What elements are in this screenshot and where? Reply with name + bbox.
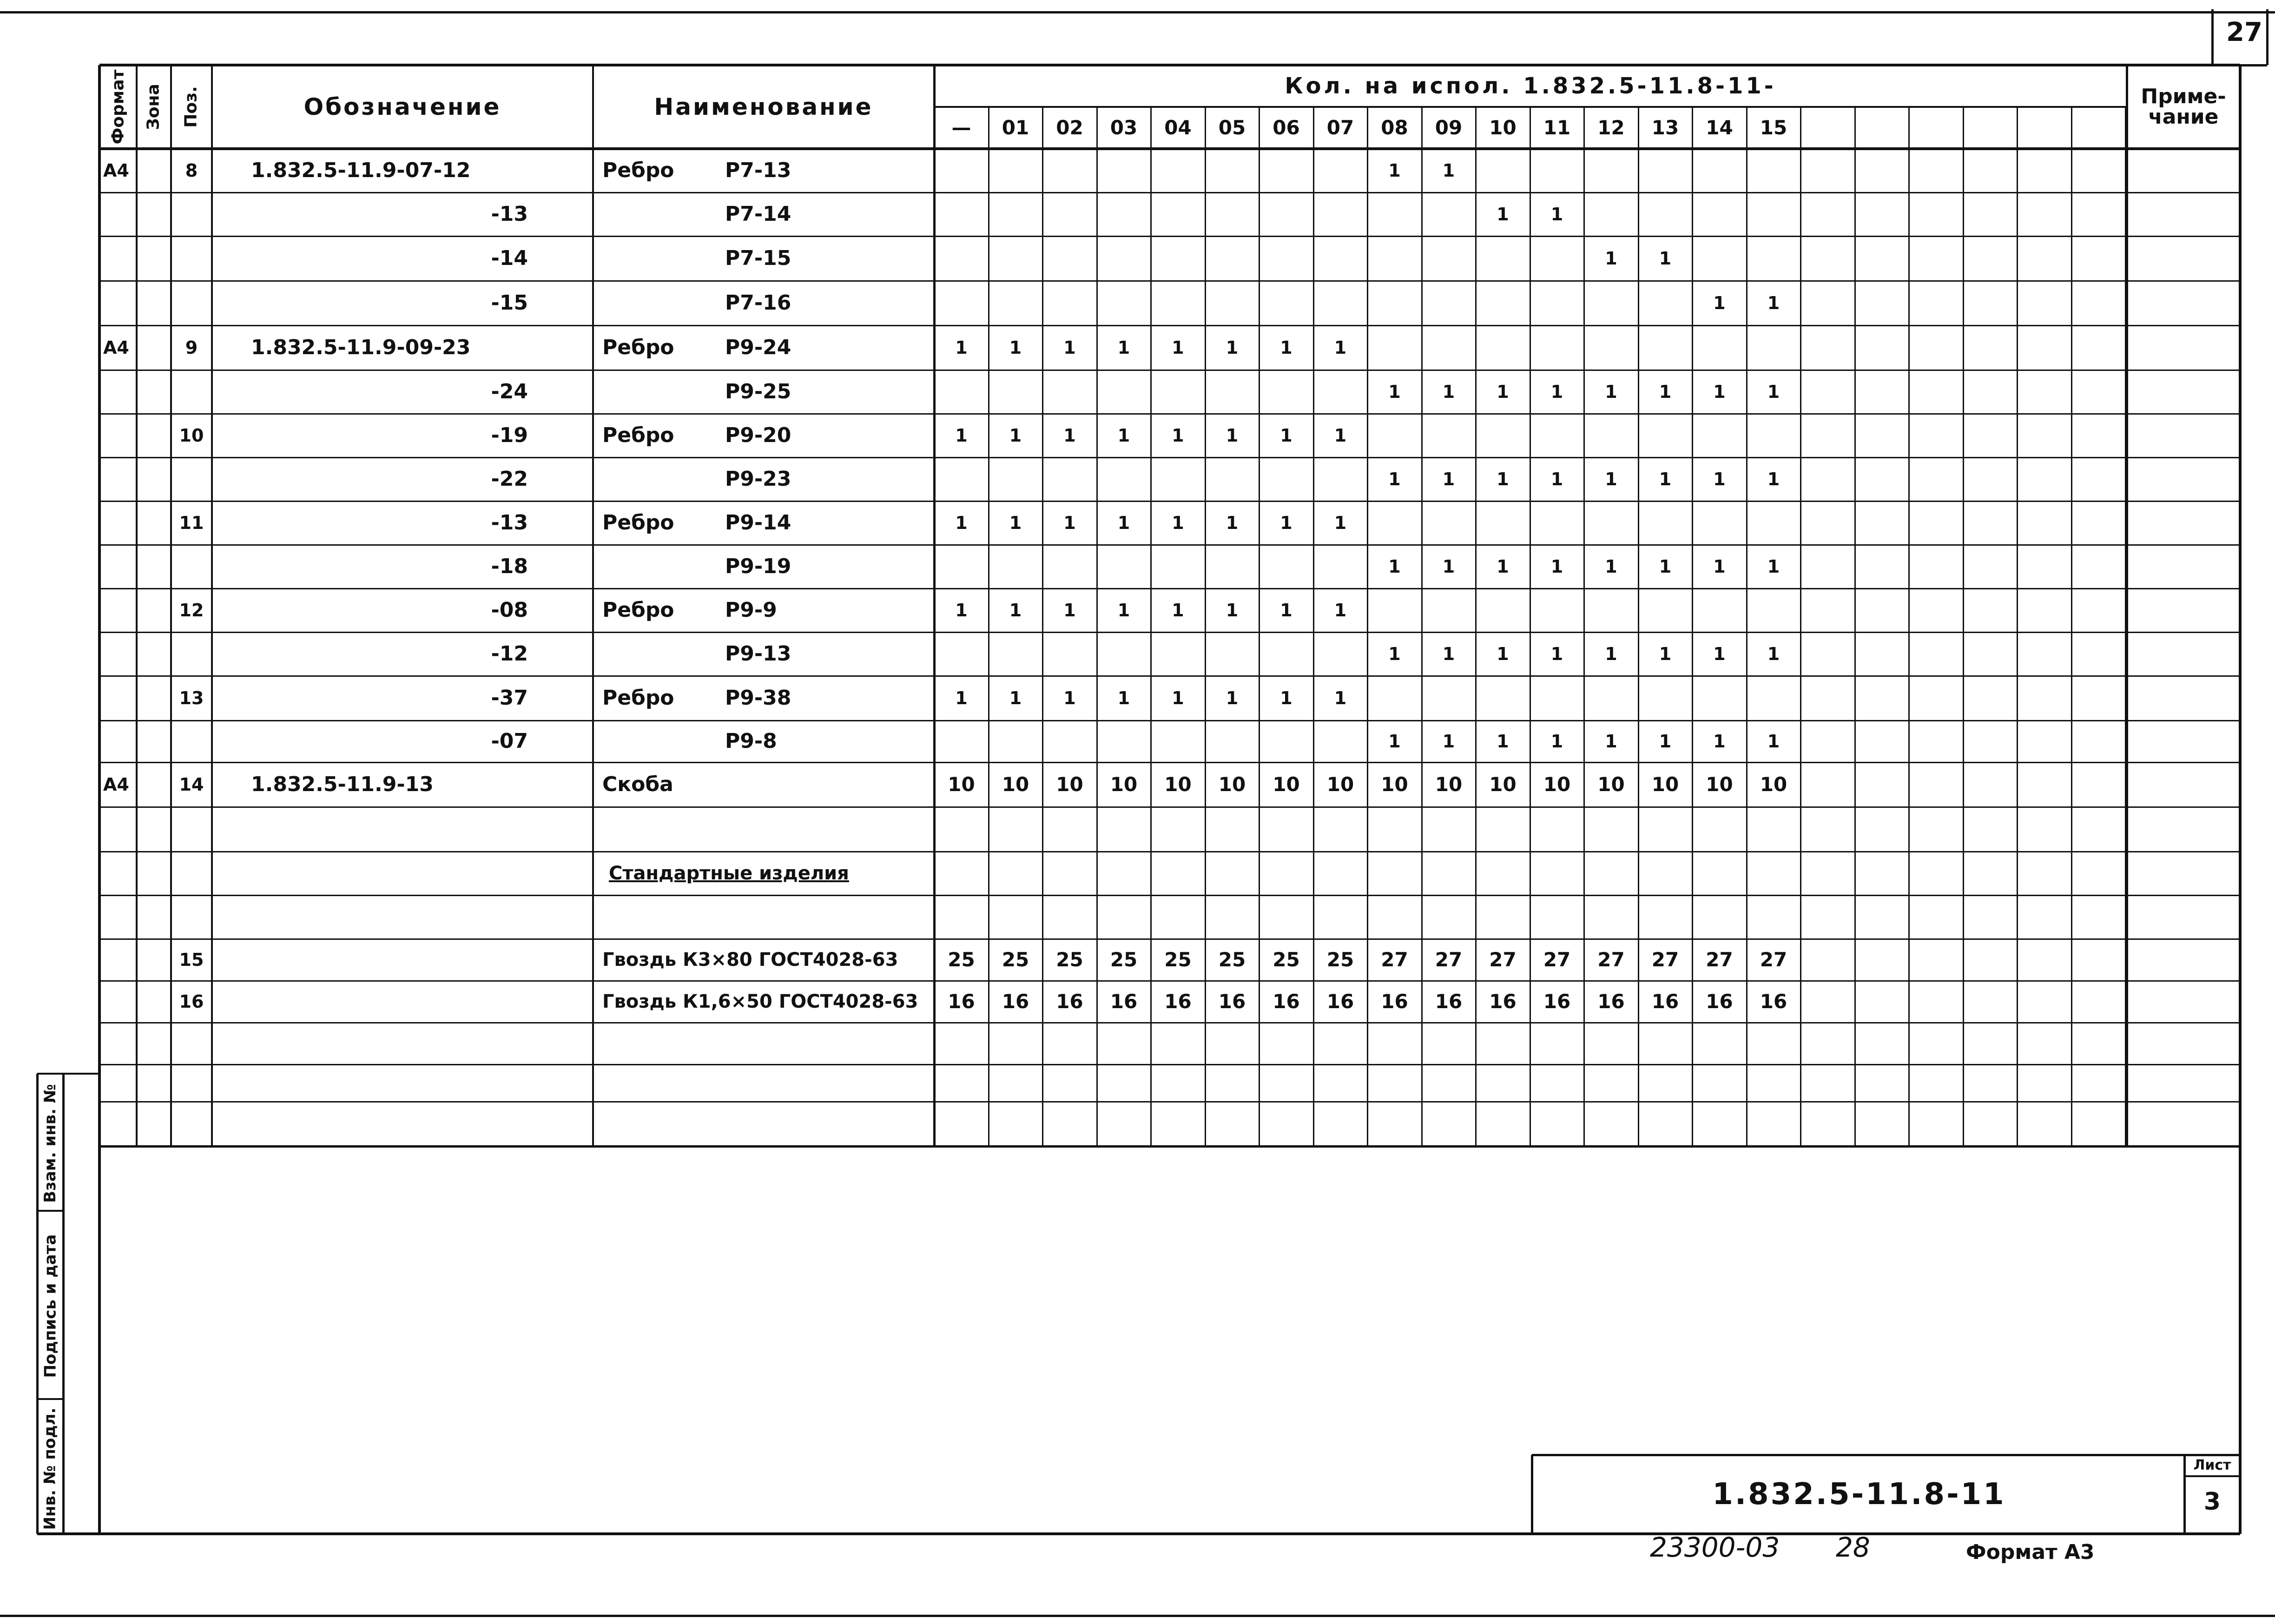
header-name: Наименование <box>654 93 873 120</box>
header-pos: Поз. <box>182 86 201 128</box>
qty-column-rule <box>1908 107 1910 1146</box>
cell-qty: 25 <box>1273 948 1300 971</box>
cell-qty: 1 <box>1172 688 1184 708</box>
cell-qty: 16 <box>1543 990 1571 1013</box>
variant-header: 07 <box>1326 116 1354 139</box>
cell-qty: 1 <box>1388 469 1401 489</box>
cell-qty: 16 <box>1597 990 1625 1013</box>
cell-code: Р9-24 <box>725 336 791 359</box>
cell-qty: 27 <box>1543 948 1571 971</box>
note-column-rule <box>2126 65 2128 1146</box>
cell-qty: 1 <box>1550 731 1563 752</box>
cell-qty: 1 <box>1226 688 1239 708</box>
cell-qty: 16 <box>1164 990 1192 1013</box>
cell-qty: 10 <box>1543 773 1571 796</box>
cell-qty: 10 <box>1002 773 1029 796</box>
cell-format: А4 <box>103 337 129 358</box>
cell-qty: 25 <box>948 948 975 971</box>
cell-qty: 1 <box>1388 160 1401 181</box>
cell-qty: 1 <box>1659 731 1672 752</box>
title-block-top <box>1532 1454 2240 1456</box>
cell-qty: 1 <box>1605 248 1617 269</box>
cell-qty: 16 <box>1056 990 1083 1013</box>
cell-qty: 10 <box>1760 773 1787 796</box>
cell-qty: 10 <box>1273 773 1300 796</box>
variant-header: 10 <box>1489 116 1517 139</box>
cell-qty: 1 <box>955 337 968 358</box>
cell-name: Ребро <box>602 686 674 710</box>
cell-qty: 27 <box>1706 948 1733 971</box>
variant-header: 08 <box>1381 116 1408 139</box>
cell-qty: 1 <box>1009 337 1022 358</box>
variant-header: 14 <box>1706 116 1733 139</box>
stamp-replaced-inv: Взам. инв. № <box>41 1084 59 1203</box>
cell-designation: -08 <box>491 598 528 622</box>
cell-qty: 1 <box>1550 382 1563 402</box>
cell-code: Р9-38 <box>725 686 791 710</box>
cell-qty: 1 <box>1280 337 1292 358</box>
cell-qty: 1 <box>1713 293 1726 313</box>
cell-qty: 27 <box>1760 948 1787 971</box>
cell-qty: 1 <box>1117 337 1130 358</box>
cell-qty: 1 <box>955 600 968 621</box>
cell-qty: 1 <box>1767 382 1780 402</box>
cell-qty: 1 <box>1063 513 1076 533</box>
cell-code: Р9-23 <box>725 467 791 491</box>
cell-pos: 10 <box>179 425 204 446</box>
cell-qty: 1 <box>1280 688 1292 708</box>
cell-pos: 9 <box>185 337 198 358</box>
cell-qty: 10 <box>1218 773 1246 796</box>
variant-header: — <box>951 116 971 139</box>
cell-qty: 1 <box>1009 600 1022 621</box>
cell-name: Ребро <box>602 511 674 535</box>
cell-qty: 1 <box>1497 469 1509 489</box>
cell-qty: 27 <box>1381 948 1408 971</box>
stamp-inv-orig: Инв. № подл. <box>41 1407 59 1530</box>
cell-qty: 1 <box>1226 600 1239 621</box>
cell-qty: 1 <box>1550 204 1563 224</box>
cell-name: Скоба <box>602 772 673 796</box>
frame-right <box>2239 65 2242 1534</box>
cell-qty: 1 <box>1767 731 1780 752</box>
header-qty: Кол. на испол. 1.832.5-11.8-11- <box>1285 73 1776 99</box>
cell-qty: 10 <box>1056 773 1083 796</box>
document-code: 1.832.5-11.8-11 <box>1712 1477 2006 1512</box>
cell-qty: 16 <box>1706 990 1733 1013</box>
header-zone: Зона <box>144 84 164 130</box>
cell-qty: 10 <box>948 773 975 796</box>
cell-code: Р7-15 <box>725 246 791 270</box>
cell-qty: 1 <box>1497 382 1509 402</box>
cell-code: Р9-9 <box>725 598 777 622</box>
cell-qty: 1 <box>1659 644 1672 664</box>
cell-pos: 14 <box>179 774 204 795</box>
cell-qty: 25 <box>1326 948 1354 971</box>
qty-column-rule <box>2071 107 2072 1146</box>
cell-qty: 25 <box>1002 948 1029 971</box>
cell-qty: 1 <box>1334 513 1347 533</box>
cell-qty: 1 <box>1334 425 1347 446</box>
cell-pos: 16 <box>179 991 204 1012</box>
cell-qty: 1 <box>1280 425 1292 446</box>
cell-qty: 1 <box>1009 425 1022 446</box>
cell-designation: -07 <box>491 729 528 753</box>
cell-designation: -37 <box>491 686 528 710</box>
cell-qty: 1 <box>1063 425 1076 446</box>
variant-header: 06 <box>1273 116 1300 139</box>
cell-qty: 1 <box>1550 469 1563 489</box>
cell-qty: 1 <box>1497 731 1509 752</box>
cell-designation: -18 <box>491 555 528 578</box>
cell-qty: 1 <box>1172 600 1184 621</box>
cell-qty: 1 <box>1172 513 1184 533</box>
variant-header: 02 <box>1056 116 1083 139</box>
variant-header: 11 <box>1543 116 1571 139</box>
cell-qty: 1 <box>1226 425 1239 446</box>
cell-qty: 16 <box>1002 990 1029 1013</box>
cell-qty: 10 <box>1489 773 1517 796</box>
cell-qty: 1 <box>1659 382 1672 402</box>
cell-qty: 16 <box>1110 990 1138 1013</box>
cell-qty: 1 <box>1497 556 1509 577</box>
cell-qty: 1 <box>1117 425 1130 446</box>
cell-qty: 1 <box>1767 556 1780 577</box>
cell-qty: 16 <box>1326 990 1354 1013</box>
cell-code: Р9-20 <box>725 423 791 447</box>
cell-qty: 27 <box>1489 948 1517 971</box>
cell-name: Ребро <box>602 598 674 622</box>
footer-format: Формат А3 <box>1966 1540 2095 1564</box>
cell-qty: 1 <box>1605 731 1617 752</box>
qty-column-rule <box>1854 107 1856 1146</box>
sheet-number-box <box>2211 9 2214 65</box>
cell-code: Р9-8 <box>725 729 777 753</box>
stamp-inner <box>62 1074 65 1534</box>
cell-qty: 1 <box>1605 469 1617 489</box>
cell-qty: 27 <box>1435 948 1463 971</box>
variant-header: 03 <box>1110 116 1138 139</box>
cell-designation: 1.832.5-11.9-07-12 <box>251 158 471 182</box>
cell-name: Гвоздь К1,6×50 ГОСТ4028-63 <box>602 991 918 1012</box>
cell-qty: 1 <box>1767 293 1780 313</box>
stamp-sign-date: Подпись и дата <box>41 1234 60 1378</box>
variant-header: 13 <box>1651 116 1679 139</box>
sheet-number: 27 <box>2226 17 2262 47</box>
cell-qty: 16 <box>948 990 975 1013</box>
cell-qty: 25 <box>1218 948 1246 971</box>
cell-qty: 1 <box>1442 382 1455 402</box>
cell-qty: 1 <box>1659 469 1672 489</box>
cell-pos: 8 <box>185 160 198 181</box>
cell-code: Р7-14 <box>725 202 791 226</box>
cell-qty: 1 <box>1550 644 1563 664</box>
cell-pos: 11 <box>179 513 204 533</box>
cell-qty: 10 <box>1706 773 1733 796</box>
cell-qty: 25 <box>1110 948 1138 971</box>
cell-qty: 16 <box>1435 990 1463 1013</box>
variant-header: 04 <box>1164 116 1192 139</box>
cell-designation: -19 <box>491 423 528 447</box>
column-rule <box>99 65 100 1146</box>
cell-qty: 1 <box>1117 513 1130 533</box>
cell-qty: 10 <box>1435 773 1463 796</box>
cell-qty: 1 <box>1442 160 1455 181</box>
qty-column-rule <box>2017 107 2018 1146</box>
cell-qty: 1 <box>955 688 968 708</box>
cell-qty: 25 <box>1056 948 1083 971</box>
cell-designation: -13 <box>491 202 528 226</box>
row-rule <box>99 1101 2240 1102</box>
cell-format: А4 <box>103 160 129 181</box>
cell-qty: 1 <box>1442 731 1455 752</box>
sheet-label: Лист <box>2193 1457 2231 1473</box>
trim-right <box>2266 9 2268 65</box>
cell-qty: 1 <box>1713 731 1726 752</box>
registration-number: 23300-03 <box>1650 1532 1780 1563</box>
cell-pos: 15 <box>179 950 204 970</box>
cell-name: Ребро <box>602 423 674 447</box>
cell-qty: 1 <box>1550 556 1563 577</box>
cell-qty: 1 <box>1388 556 1401 577</box>
cell-qty: 1 <box>1009 513 1022 533</box>
variant-header: 12 <box>1597 116 1625 139</box>
cell-qty: 1 <box>955 513 968 533</box>
cell-name: Стандартные изделия <box>609 863 849 884</box>
cell-qty: 1 <box>1713 469 1726 489</box>
cell-qty: 1 <box>1388 644 1401 664</box>
cell-qty: 1 <box>1497 644 1509 664</box>
frame-bottom <box>37 1532 2240 1535</box>
cell-qty: 1 <box>1063 337 1076 358</box>
row-rule <box>99 1145 2240 1148</box>
header-designation: Обозначение <box>303 93 501 120</box>
cell-name: Ребро <box>602 336 674 359</box>
header-format: Формат <box>108 69 128 145</box>
variant-header: 15 <box>1760 116 1787 139</box>
cell-qty: 1 <box>1713 644 1726 664</box>
cell-qty: 16 <box>1218 990 1246 1013</box>
cell-designation: -13 <box>491 511 528 535</box>
row-rule <box>99 895 2240 896</box>
cell-qty: 10 <box>1651 773 1679 796</box>
qty-column-rule <box>1963 107 1964 1146</box>
cell-name: Гвоздь К3×80 ГОСТ4028-63 <box>602 949 898 970</box>
cell-qty: 27 <box>1651 948 1679 971</box>
cell-qty: 1 <box>1009 688 1022 708</box>
cell-qty: 1 <box>1442 644 1455 664</box>
cell-qty: 10 <box>1110 773 1138 796</box>
cell-qty: 1 <box>1172 337 1184 358</box>
cell-designation: -24 <box>491 380 528 403</box>
cell-qty: 1 <box>1226 513 1239 533</box>
cell-designation: -22 <box>491 467 528 491</box>
cell-code: Р7-16 <box>725 291 791 315</box>
variant-header: 09 <box>1435 116 1463 139</box>
cell-qty: 1 <box>1605 382 1617 402</box>
cell-qty: 1 <box>1442 556 1455 577</box>
cell-qty: 16 <box>1273 990 1300 1013</box>
cell-qty: 1 <box>1388 731 1401 752</box>
cell-qty: 10 <box>1164 773 1192 796</box>
cell-qty: 10 <box>1381 773 1408 796</box>
cell-qty: 1 <box>1713 382 1726 402</box>
cell-designation: -12 <box>491 642 528 666</box>
cell-designation: 1.832.5-11.9-09-23 <box>251 336 471 359</box>
cell-qty: 10 <box>1597 773 1625 796</box>
cell-pos: 13 <box>179 688 204 708</box>
cell-qty: 16 <box>1381 990 1408 1013</box>
cell-qty: 1 <box>1226 337 1239 358</box>
cell-code: Р7-13 <box>725 158 791 182</box>
trim-bottom <box>0 1615 2275 1617</box>
cell-qty: 10 <box>1326 773 1354 796</box>
cell-qty: 1 <box>1659 556 1672 577</box>
cell-qty: 16 <box>1489 990 1517 1013</box>
row-rule <box>99 851 2240 852</box>
column-rule <box>136 65 138 1146</box>
cell-qty: 1 <box>1659 248 1672 269</box>
cell-designation: -14 <box>491 246 528 270</box>
cell-code: Р9-13 <box>725 642 791 666</box>
sheet-value: 3 <box>2203 1488 2221 1516</box>
cell-code: Р9-19 <box>725 555 791 578</box>
cell-qty: 1 <box>1117 688 1130 708</box>
stamp-rule <box>63 1073 99 1075</box>
cell-qty: 1 <box>1280 600 1292 621</box>
title-block-left <box>1531 1455 1533 1534</box>
cell-format: А4 <box>103 774 129 795</box>
cell-qty: 1 <box>1063 600 1076 621</box>
cell-qty: 1 <box>1172 425 1184 446</box>
cell-qty: 1 <box>1334 600 1347 621</box>
cell-qty: 16 <box>1651 990 1679 1013</box>
cell-designation: 1.832.5-11.9-13 <box>251 772 434 796</box>
cell-code: Р9-25 <box>725 380 791 403</box>
cell-pos: 12 <box>179 600 204 621</box>
cell-qty: 16 <box>1760 990 1787 1013</box>
cell-qty: 27 <box>1597 948 1625 971</box>
cell-qty: 1 <box>1063 688 1076 708</box>
row-rule <box>99 1064 2240 1065</box>
cell-qty: 1 <box>1117 600 1130 621</box>
cell-qty: 1 <box>1767 469 1780 489</box>
cell-qty: 1 <box>955 425 968 446</box>
cell-qty: 1 <box>1442 469 1455 489</box>
variant-header: 01 <box>1002 116 1029 139</box>
column-rule <box>592 65 594 1146</box>
cell-qty: 1 <box>1334 688 1347 708</box>
trim-top <box>0 11 2275 13</box>
stamp-rule <box>37 1073 63 1075</box>
cell-qty: 1 <box>1334 337 1347 358</box>
cell-qty: 1 <box>1713 556 1726 577</box>
cell-qty: 1 <box>1767 644 1780 664</box>
variant-header: 05 <box>1218 116 1246 139</box>
footer-page: 28 <box>1836 1532 1870 1563</box>
cell-qty: 1 <box>1280 513 1292 533</box>
cell-designation: -15 <box>491 291 528 315</box>
cell-qty: 1 <box>1497 204 1509 224</box>
cell-qty: 1 <box>1605 556 1617 577</box>
cell-name: Ребро <box>602 158 674 182</box>
cell-code: Р9-14 <box>725 511 791 535</box>
header-note: Приме- чание <box>2141 85 2226 129</box>
cell-qty: 1 <box>1605 644 1617 664</box>
cell-qty: 1 <box>1388 382 1401 402</box>
cell-qty: 25 <box>1164 948 1192 971</box>
